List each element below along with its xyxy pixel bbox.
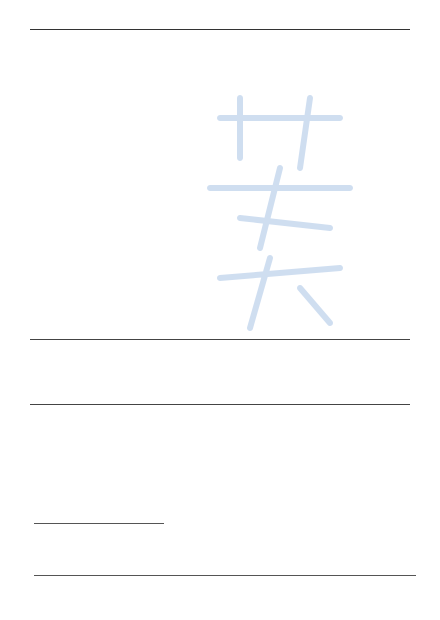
body-left-column	[34, 410, 218, 520]
running-header	[30, 14, 410, 28]
watermark-seal-icon	[180, 88, 380, 338]
abstract-cn-block	[30, 339, 410, 405]
footnotes	[34, 525, 416, 526]
footnote-rule	[34, 523, 164, 524]
body-columns	[34, 410, 416, 520]
header-rule	[30, 29, 410, 30]
received-dates	[34, 575, 416, 578]
body-right-column	[232, 410, 416, 520]
